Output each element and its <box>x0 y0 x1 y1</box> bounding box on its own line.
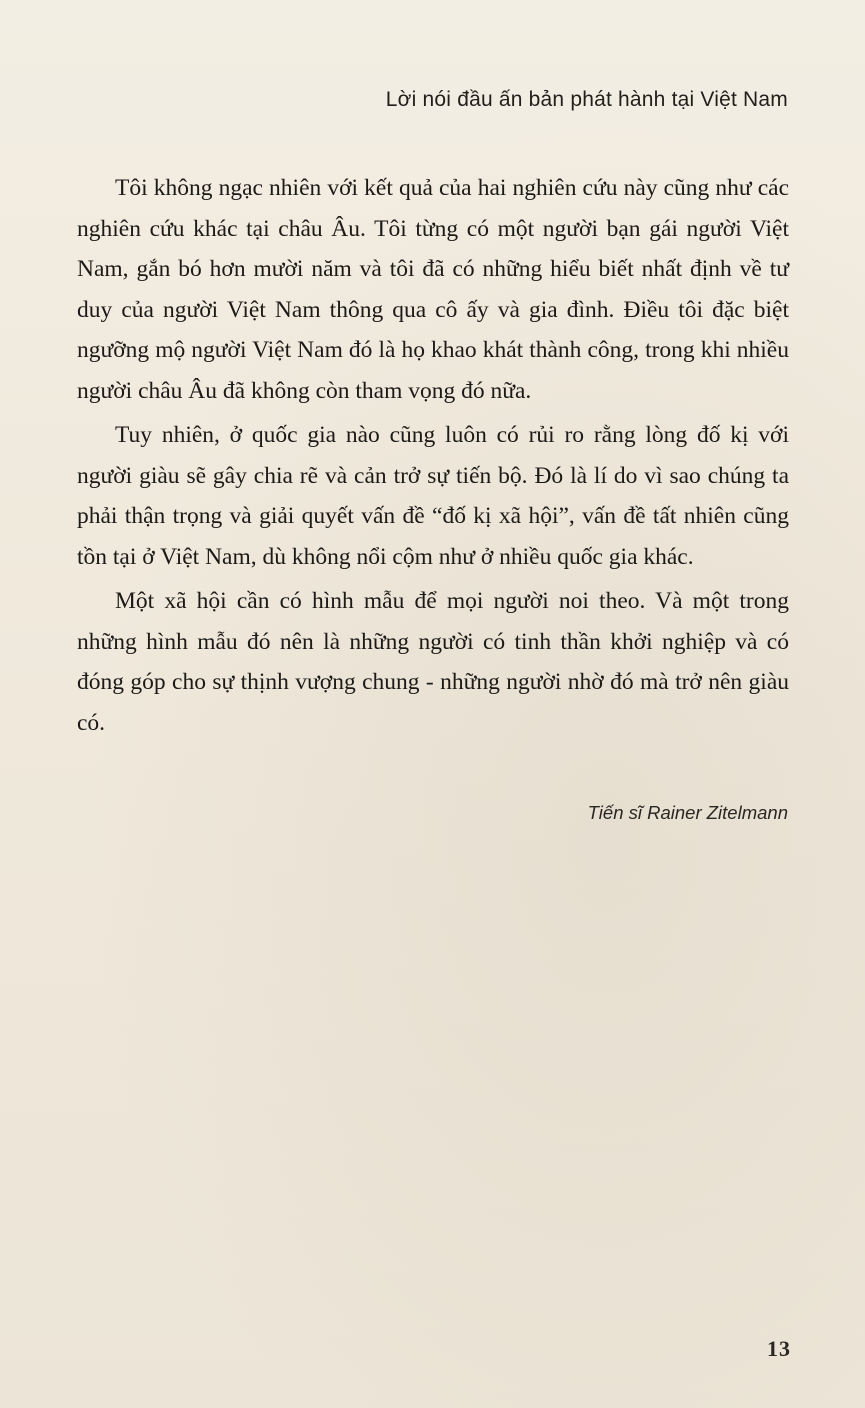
page-number: 13 <box>767 1336 791 1361</box>
paragraph-1: Tôi không ngạc nhiên với kết quả của hai nghiên cứu này cũng như các nghiên cứu khác tại châu Âu. Tôi từng có một người bạn gái người Việt Nam, gắn bó hơn mười năm và tôi đã có những hiểu biết nhất định về tư duy của người Việt Nam thông qua cô ấy và gia đình. Điều tôi đặc biệt ngưỡng mộ người Việt Nam đó là họ khao khát thành công, trong khi nhiều người châu Âu đã không còn tham vọng đó nữa. <box>77 175 789 404</box>
author-signature: Tiến sĩ Rainer Zitelmann <box>587 802 788 823</box>
paragraph-2: Tuy nhiên, ở quốc gia nào cũng luôn có rủi ro rằng lòng đố kị với người giàu sẽ gây chia rẽ và cản trở sự tiến bộ. Đó là lí do vì sao chúng ta phải thận trọng và giải quyết vấn đề “đố kị xã hội”, vấn đề tất nhiên cũng tồn tại ở Việt Nam, dù không nổi cộm như ở nhiều quốc gia khác. <box>77 422 789 570</box>
body-text <box>77 168 789 747</box>
running-head: Lời nói đầu ấn bản phát hành tại Việt Nam <box>385 88 788 111</box>
paragraph-3: Một xã hội cần có hình mẫu để mọi người noi theo. Và một trong những hình mẫu đó nên là những người có tinh thần khởi nghiệp và có đóng góp cho sự thịnh vượng chung - những người nhờ đó mà trở nên giàu có. <box>77 588 789 736</box>
